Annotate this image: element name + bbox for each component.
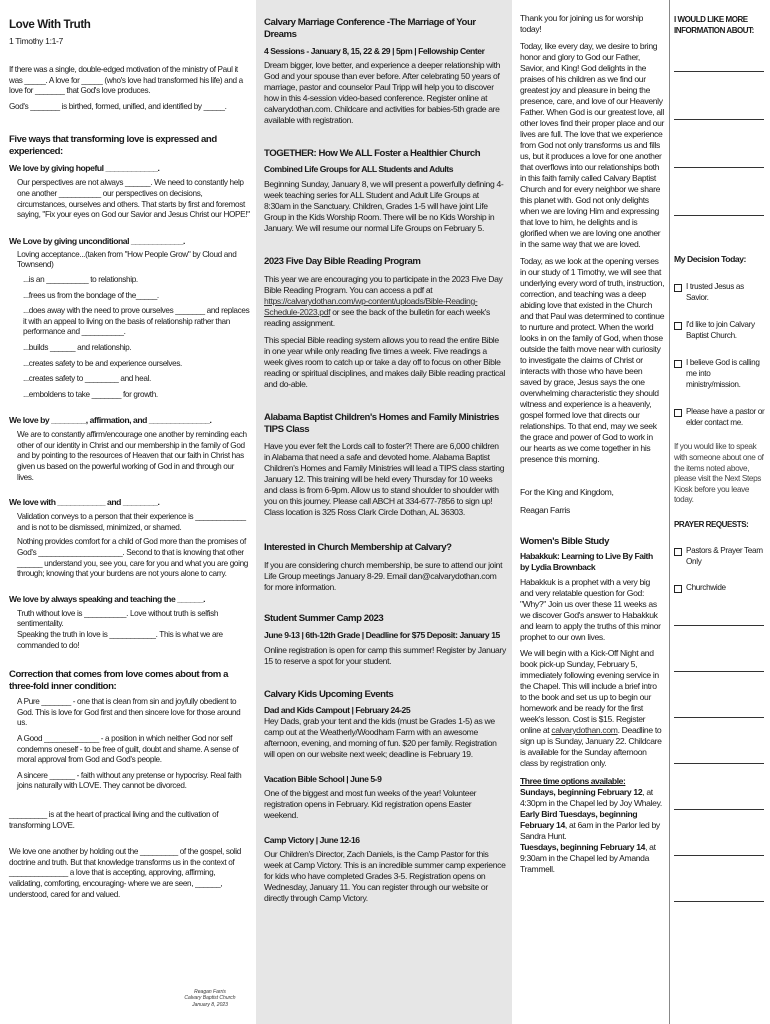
prayer-request-line[interactable] — [674, 808, 764, 810]
info-request-line[interactable] — [674, 70, 764, 72]
point-2-item: ...is an __________ to relationship. — [23, 274, 138, 284]
point-4-text-2: Nothing provides comfort for a child of God more than the promises of God's ____________________. Second to that is knowing that other ______ understand you, see you, care for you and what you are going through; knowing that your burdens are not yours alone to carry. — [17, 537, 248, 579]
point-5-text: Truth without love is __________. Love without truth is selfish sentimentality. — [17, 608, 219, 629]
info-request-line[interactable] — [674, 214, 764, 216]
time-options-heading: Three time options available: — [520, 776, 626, 786]
dad-kids-campout-heading: Dad and Kids Campout | February 24-25 — [264, 705, 411, 715]
checkbox-icon[interactable] — [674, 322, 682, 330]
sermon-notes-column — [0, 0, 256, 1024]
kids-events-heading: Calvary Kids Upcoming Events — [264, 689, 394, 700]
prayer-request-line[interactable] — [674, 624, 764, 626]
womens-study-text-2: We will begin with a Kick-Off Night and book pick-up Sunday, February 5, immediately following evening service in the Chapel. This will include a brief intro to the book and set us up to begin our homework and be ready for the first week's lesson. Cost is $15. Register online at calvarydothan.com. Deadline to sign up is Sunday, January 22. Childcare is available for the Sunday afternoon class by registration only. — [520, 648, 662, 768]
point-1-heading: We love by giving hopeful ____________. — [9, 163, 160, 174]
point-2-item: ...frees us from the bondage of the_____. — [23, 290, 159, 300]
three-fold-item: A Good _____________ - a position in which neither God nor self condemns oneself - to be free of guilt, doubt and shame. A sense of moral approval from God and God's people. — [17, 733, 239, 765]
marriage-conference-subheading: 4 Sessions - January 8, 15, 22 & 29 | 5pm | Fellowship Center — [264, 46, 485, 56]
decision-checkbox-join-church[interactable]: I'd like to join Calvary Baptist Church. — [674, 320, 766, 341]
membership-text: If you are considering church membership, be sure to attend our joint Life Group meetings January 8-29. Email dan@calvarydothan.com for more information. — [264, 560, 503, 592]
bible-reading-heading: 2023 Five Day Bible Reading Program — [264, 256, 421, 267]
decision-checkbox-trusted-jesus[interactable]: I trusted Jesus as Savior. — [674, 282, 766, 303]
letter-paragraph-2: Today, as we look at the opening verses in our study of 1 Timothy, we will see that underlying every word of truth, instruction, correction, and teaching was a deep abiding love that existed in the Church and that Paul was determined to continue to nurture and protect. When the world looks in on the family of God, when those outside the faith move near with curiosity to investigate the claims of Christ or interacts with those who have been saved by grace, Jesus says the one overwhelming characteristic they should witness and experience is a heavenly, gospel formed love that directs our relationships. To that end, may we seek the grace and power of God to work in our hearts as we come together in his presence this morning. — [520, 256, 665, 464]
info-request-line[interactable] — [674, 166, 764, 168]
prayer-checkbox-pastors-only[interactable]: Pastors & Prayer Team Only — [674, 546, 766, 567]
next-steps-note: If you would like to speak with someone about one of the items noted above, please visit the Next Steps Kiosk before you leave today. — [674, 442, 764, 505]
womens-study-title: Habakkuk: Learning to Live By Faith — [520, 551, 653, 561]
tips-class-text: Have you ever felt the Lords call to foster?! There are 6,000 children in Alabama that need a safe and devoted home. Alabama Baptist Children's Homes and Family Ministries will lead a TIPS class starting January 12. This training will be held every Thursday for 10 weeks and class is from 6-9pm. Allow us to stand shoulder to shoulder with you on this journey. Please call ABCH at 334-677-7856 to sign up! Class location is 325 Ross Clark Circle Dothan, AL 36303. — [264, 441, 505, 517]
credit-name: Reagan Farris — [194, 988, 226, 995]
prayer-checkbox-churchwide[interactable]: Churchwide — [674, 583, 766, 594]
pastor-letter-column — [512, 0, 669, 1024]
welcome-line: Thank you for joining us for worship today! — [520, 13, 644, 34]
point-1-text: Our perspectives are not always ______. We need to constantly help one another __________ our perspectives on decisions, circumstances, ourselves and others. That starts by first and foremost saying, "Fix your eyes on God our Savior and Jesus Christ our HOPE!" — [17, 178, 250, 220]
sermon-title: Love With Truth — [9, 18, 91, 31]
time-option: Sundays, beginning February 12, at 4:30pm in the Chapel led by Joy Whaley. — [520, 787, 662, 808]
camp-victory-text: Our Children's Director, Zach Daniels, is the Camp Pastor for this week at Camp Victory. This is an incredible summer camp experience for kids who have completed Grades 3-5. Registration opens on Wednesday, January 11. You can register through our website or directly through Camp Victory. — [264, 849, 506, 903]
prayer-request-line[interactable] — [674, 900, 764, 902]
point-3-heading: We love by ________, affirmation, and ______________. — [9, 415, 212, 426]
point-2-item: ...creates safety to ________ and heal. — [23, 374, 151, 384]
announcements-column — [256, 0, 512, 1024]
time-option: Tuesdays, beginning February 14, at 9:30am in the Chapel led by Amanda Trammell. — [520, 842, 656, 874]
checkbox-icon[interactable] — [674, 360, 682, 368]
prayer-request-line[interactable] — [674, 716, 764, 718]
summer-camp-heading: Student Summer Camp 2023 — [264, 613, 384, 624]
intro-paragraph-2: God's _______ is birthed, formed, unified, and identified by _____. — [9, 101, 227, 111]
checkbox-icon[interactable] — [674, 284, 682, 292]
checkbox-icon[interactable] — [674, 409, 682, 417]
marriage-conference-text: Dream bigger, love better, and experience a deeper relationship with God and your spouse than ever before. After celebrating 50 years of marriage, pastor and counselor Paul Tripp will help you to discover how in this 4-session video-based conference. Register online at calvarydothan.com. Childcare and activities for babies-5th grade are available with registration. — [264, 60, 501, 125]
prayer-request-line[interactable] — [674, 670, 764, 672]
info-request-line[interactable] — [674, 118, 764, 120]
point-2-item: ...builds ______ and relationship. — [23, 342, 132, 352]
womens-study-heading: Women's Bible Study — [520, 536, 609, 547]
decision-checkbox-pastor-contact[interactable]: Please have a pastor or elder contact me. — [674, 407, 766, 428]
summer-camp-subheading: June 9-13 | 6th-12th Grade | Deadline for $75 Deposit: January 15 — [264, 630, 500, 640]
credit-church: Calvary Baptist Church — [184, 995, 236, 1001]
womens-study-text: Habakkuk is a prophet with a very big and very relatable question for God: "Why?" Join us over these 11 weeks as we discover God's answer to Habakkuk and learn to apply the truths of this minor prophet to our own lives. — [520, 577, 661, 642]
heart-line: _________ is at the heart of practical living and the cultivation of transforming LOVE. — [9, 809, 219, 830]
point-2-item: ...emboldens to take _______ for growth. — [23, 389, 158, 399]
point-2-heading: We Love by giving unconditional ____________. — [9, 235, 185, 246]
dad-kids-campout-text: Hey Dads, grab your tent and the kids (must be Grades 1-5) as we camp out at the Weatherly/Woodham Farm with an awesome afternoon, evening, and morning of fun. $20 per family. Registration will open on our website next week; deadline is February 19. — [264, 716, 497, 759]
time-option: Early Bird Tuesdays, beginning February 14, at 6am in the Parlor led by Sandra Hunt. — [520, 809, 660, 841]
vbs-heading: Vacation Bible School | June 5-9 — [264, 774, 382, 784]
credit-date: January 8, 2023 — [192, 1001, 228, 1008]
womens-study-author: by Lydia Brownback — [520, 562, 596, 572]
point-2-item: ...does away with the need to prove ourselves _______ and replaces it with an appeal to living on the basis of relationship rather than performance and __________. — [23, 306, 250, 337]
letter-paragraph-1: Today, like every day, we desire to bring honor and glory to God our Father, Savior, and King! God delights in the praises of his children as we find our greatest joy and pleasure in being the presence, care, and love of our Heavenly Father. When God is our greatest love, all other loves find their proper place and our lives are full. The love that we experience from God not only transforms us and fills us, but it produces a love for one another that overflows into our relationships both in this faith family called Calvary Baptist Church and for every neighbor we share this planet with. God not only delights when we are loving Him and expressing that love to him, he delights and is glorified when we are loving one another in the same way that we are loved. — [520, 41, 665, 249]
point-5-heading: We love by always speaking and teaching the ______. — [9, 593, 206, 604]
checkbox-icon[interactable] — [674, 585, 682, 593]
tips-class-heading: Alabama Baptist Children's Homes and Family Ministries TIPS Class — [264, 412, 499, 435]
point-4-text: Validation conveys to a person that their experience is ____________ and is not to be dismissed, minimized, or shamed. — [17, 512, 246, 532]
three-fold-item: A Pure _______ - one that is clean from sin and joyfully obedient to God. This is love for God first and then sincere love for those around us. — [17, 697, 241, 728]
three-fold-heading: Correction that comes from love comes about from a three-fold inner condition: — [9, 669, 228, 693]
together-subheading: Combined Life Groups for ALL Students and Adults — [264, 164, 454, 174]
point-2-intro: Loving acceptance...(taken from "How People Grow" by Cloud and Townsend) — [17, 249, 237, 270]
bible-reading-text-2: This special Bible reading system allows you to read the entire Bible in one year while only reading five times a week. Five readings a week gives room to catch up or take a day off to focus on other Bible reading or spiritual disciplines, and makes daily Bible reading practical and do-able. — [264, 335, 505, 389]
response-card-column — [669, 0, 770, 1024]
three-fold-item: A sincere ______ - faith without any pretense or hypocrisy. Real faith joins naturally with LOVE. They cannot be divorced. — [17, 770, 242, 791]
letter-signoff: For the King and Kingdom, — [520, 487, 614, 497]
prayer-request-line[interactable] — [674, 762, 764, 764]
camp-victory-heading: Camp Victory | June 12-16 — [264, 835, 360, 845]
membership-heading: Interested in Church Membership at Calvary? — [264, 542, 452, 553]
summer-camp-text: Online registration is open for camp this summer! Register by January 15 to reserve a spot for your student. — [264, 645, 506, 666]
intro-paragraph: If there was a single, double-edged motivation of the ministry of Paul it was _____. A love for _____ (who's love had transformed his life) and a love for _______ that God's love produces. — [9, 65, 243, 96]
calvary-website-link[interactable]: calvarydothan.com — [551, 725, 618, 735]
closing-paragraph: We love one another by holding out the _________ of the gospel, solid doctrine and truth. But that knowledge transforms us in the context of ______________ a love that is accepting, approving, affirming, validating, comforting, encouraging- where we are seen, ______, understood, cared for and valued. — [9, 847, 241, 899]
prayer-request-line[interactable] — [674, 854, 764, 856]
point-4-heading: We love with ___________ and ________. — [9, 497, 160, 508]
marriage-conference-heading: Calvary Marriage Conference -The Marriage of Your Dreams — [264, 17, 476, 40]
point-3-text: We are to constantly affirm/encourage one another by reminding each other of our identity in Christ and our membership in the family of God and by pointing to the resources of Heaven that our faith in Christ has given us based on the powerful working of God in and through our lives. — [17, 430, 247, 482]
together-heading: TOGETHER: How We ALL Foster a Healthier Church — [264, 148, 481, 159]
five-ways-heading: Five ways that transforming love is expressed and experienced: — [9, 134, 217, 158]
prayer-requests-heading: PRAYER REQUESTS: — [674, 519, 749, 529]
info-request-heading: I WOULD LIKE MORE INFORMATION ABOUT: — [674, 15, 754, 35]
decision-checkbox-ministry-calling[interactable]: I believe God is calling me into ministry/mission. — [674, 358, 766, 390]
together-text: Beginning Sunday, January 8, we will present a powerfully defining 4-week teaching series for ALL Student and Adult Life Groups at 8:30am in the Sanctuary. Children, Grades 1-5 will have joint Life Group in the Kids Worship Room. There will be no Kids Worship in January. We will resume our normal Life Groups on February 5. — [264, 179, 504, 233]
bible-reading-text: This year we are encouraging you to participate in the 2023 Five Day Bible Reading Program. You can access a pdf at https://calvarydothan.com/wp-content/uploads/Bible-Reading-Schedule-2023.pdf or see the back of the bulletin for each week's reading assignment. — [264, 274, 503, 328]
point-5-text-2: Speaking the truth in love is ___________. This is what we are commanded to do! — [17, 630, 223, 650]
letter-signature: Reagan Farris — [520, 505, 570, 515]
vbs-text: One of the biggest and most fun weeks of the year! Volunteer registration opens in February. Kid registration opens Easter weekend. — [264, 788, 477, 820]
decision-heading: My Decision Today: — [674, 254, 746, 264]
scripture-reference: 1 Timothy 1:1-7 — [9, 36, 63, 46]
point-2-item: ...creates safety to be and experience ourselves. — [23, 358, 182, 368]
checkbox-icon[interactable] — [674, 548, 682, 556]
sermon-credit — [170, 989, 250, 1009]
bible-reading-link[interactable]: https://calvarydothan.com/wp-content/uploads/Bible-Reading-Schedule-2023.pdf — [264, 296, 478, 317]
